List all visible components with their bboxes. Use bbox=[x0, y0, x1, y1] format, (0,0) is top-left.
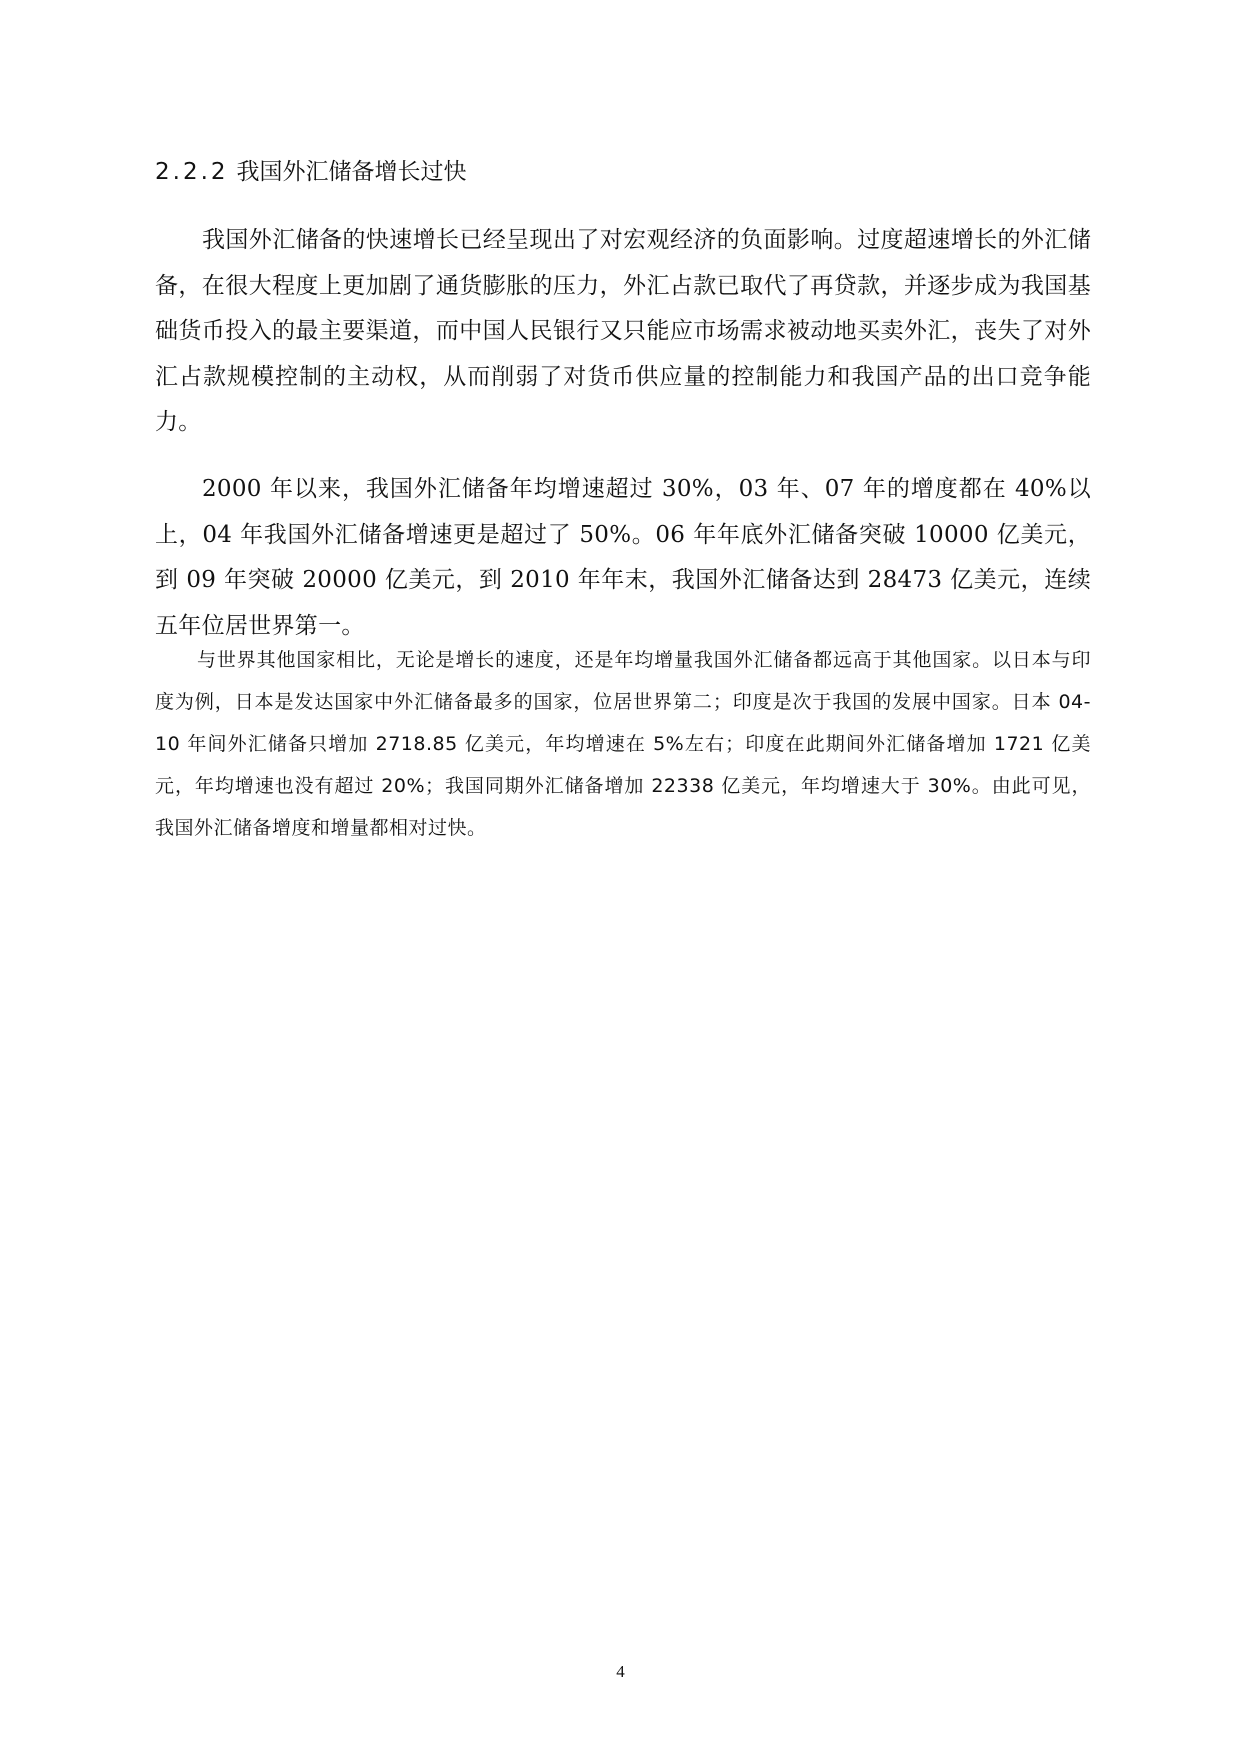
section-title: 我国外汇储备增长过快 bbox=[236, 159, 467, 185]
section-number: 2.2.2 bbox=[155, 159, 229, 185]
paragraph-1: 我国外汇储备的快速增长已经呈现出了对宏观经济的负面影响。过度超速增长的外汇储备，在很大程度上更加剧了通货膨胀的压力，外汇占款已取代了再贷款，并逐步成为我国基础货币投入的最主要渠道，而中国人民银行又只能应市场需求被动地买卖外汇，丧失了对外汇占款规模控制的主动权，从而削弱了对货币供应量的控制能力和我国产品的出口竞争能力。 bbox=[155, 227, 1091, 435]
paragraph-2: 2000 年以来，我国外汇储备年均增速超过 30%，03 年、07 年的增度都在 40%以上，04 年我国外汇储备增速更是超过了 50%。06 年年底外汇储备突破 10000 亿美元，到 09 年突破 20000 亿美元，到 2010 年年末，我国外汇储备达到 28473 亿美元，连续五年位居世界第一。 bbox=[155, 476, 1091, 639]
section-heading bbox=[155, 154, 467, 190]
page-number: 4 bbox=[616, 1662, 625, 1681]
paragraph-3: 与世界其他国家相比，无论是增长的速度，还是年均增量我国外汇储备都远高于其他国家。以日本与印度为例，日本是发达国家中外汇储备最多的国家，位居世界第二；印度是次于我国的发展中国家。日本 04-10 年间外汇储备只增加 2718.85 亿美元，年均增速在 5%左右；印度在此期间外汇储备增加 1721 亿美元，年均增速也没有超过 20%；我国同期外汇储备增加 22338 亿美元，年均增速大于 30%。由此可见，我国外汇储备增度和增量都相对过快。 bbox=[155, 649, 1091, 839]
